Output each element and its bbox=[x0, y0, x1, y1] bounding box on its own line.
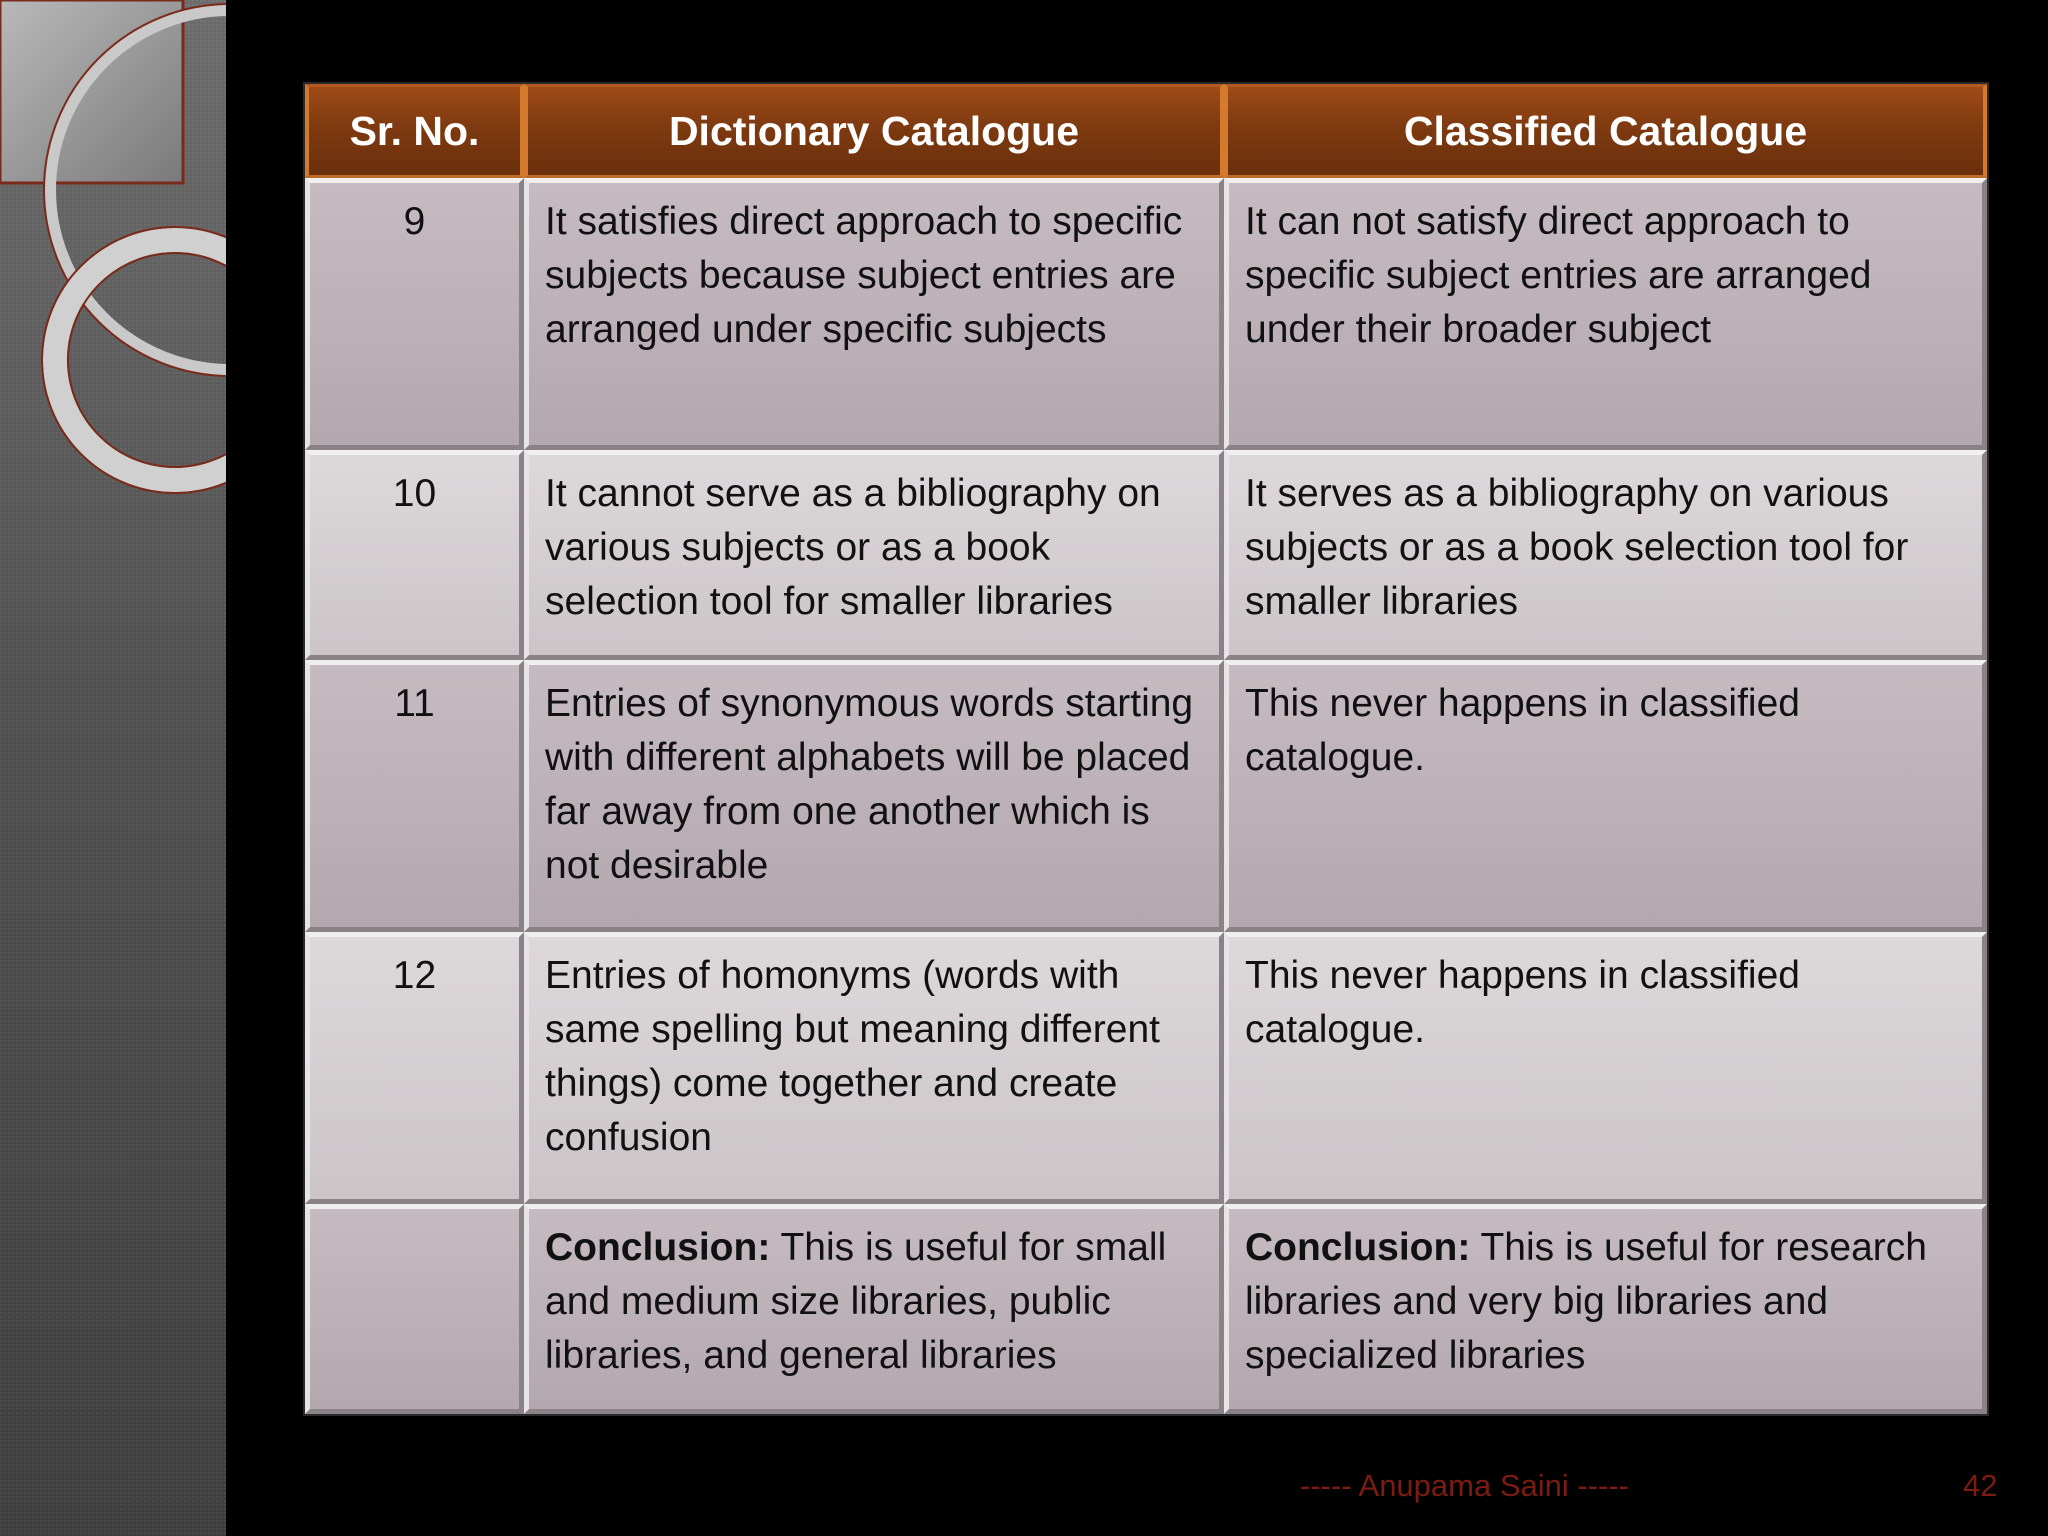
decorative-side-panel bbox=[0, 0, 226, 1536]
conclusion-row bbox=[305, 1204, 1987, 1414]
sr-no-cell: 12 bbox=[305, 932, 524, 1204]
decorative-rings-graphic bbox=[0, 0, 226, 520]
classified-conclusion-cell bbox=[1224, 1204, 1987, 1414]
table-header-row bbox=[305, 84, 1987, 178]
sr-no-cell: 9 bbox=[305, 178, 524, 450]
dictionary-cell: Entries of synonymous words starting with different alphabets will be placed far away from one another which is not desirable bbox=[524, 660, 1224, 932]
sr-no-cell: 11 bbox=[305, 660, 524, 932]
conclusion-text: This is useful for research libraries and very big libraries and specialized libraries bbox=[1245, 1226, 1927, 1377]
classified-cell: It can not satisfy direct approach to specific subject entries are arranged under their broader subject bbox=[1224, 178, 1987, 450]
conclusion-label: Conclusion: bbox=[545, 1226, 771, 1269]
header-classified-catalogue: Classified Catalogue bbox=[1224, 84, 1987, 178]
classified-cell: It serves as a bibliography on various subjects or as a book selection tool for smaller libraries bbox=[1224, 450, 1987, 660]
slide-page-number: 42 bbox=[1963, 1468, 1998, 1503]
sr-no-cell: 10 bbox=[305, 450, 524, 660]
sr-no-cell bbox=[305, 1204, 524, 1414]
dictionary-cell: It satisfies direct approach to specific subjects because subject entries are arranged under specific subjects bbox=[524, 178, 1224, 450]
table-row bbox=[305, 932, 1987, 1204]
dictionary-cell: It cannot serve as a bibliography on various subjects or as a book selection tool for smaller libraries bbox=[524, 450, 1224, 660]
table-row bbox=[305, 450, 1987, 660]
classified-cell: This never happens in classified catalogue. bbox=[1224, 660, 1987, 932]
conclusion-label: Conclusion: bbox=[1245, 1226, 1471, 1269]
conclusion-text: This is useful for small and medium size libraries, public libraries, and general libraries bbox=[545, 1226, 1167, 1377]
dictionary-cell: Entries of homonyms (words with same spelling but meaning different things) come together and create confusion bbox=[524, 932, 1224, 1204]
comparison-table bbox=[305, 84, 1987, 1414]
table-row bbox=[305, 178, 1987, 450]
footer-author: ----- Anupama Saini ----- bbox=[1300, 1468, 1629, 1503]
header-sr-no: Sr. No. bbox=[305, 84, 524, 178]
header-dictionary-catalogue: Dictionary Catalogue bbox=[524, 84, 1224, 178]
dictionary-conclusion-cell bbox=[524, 1204, 1224, 1414]
table-row bbox=[305, 660, 1987, 932]
classified-cell: This never happens in classified catalogue. bbox=[1224, 932, 1987, 1204]
